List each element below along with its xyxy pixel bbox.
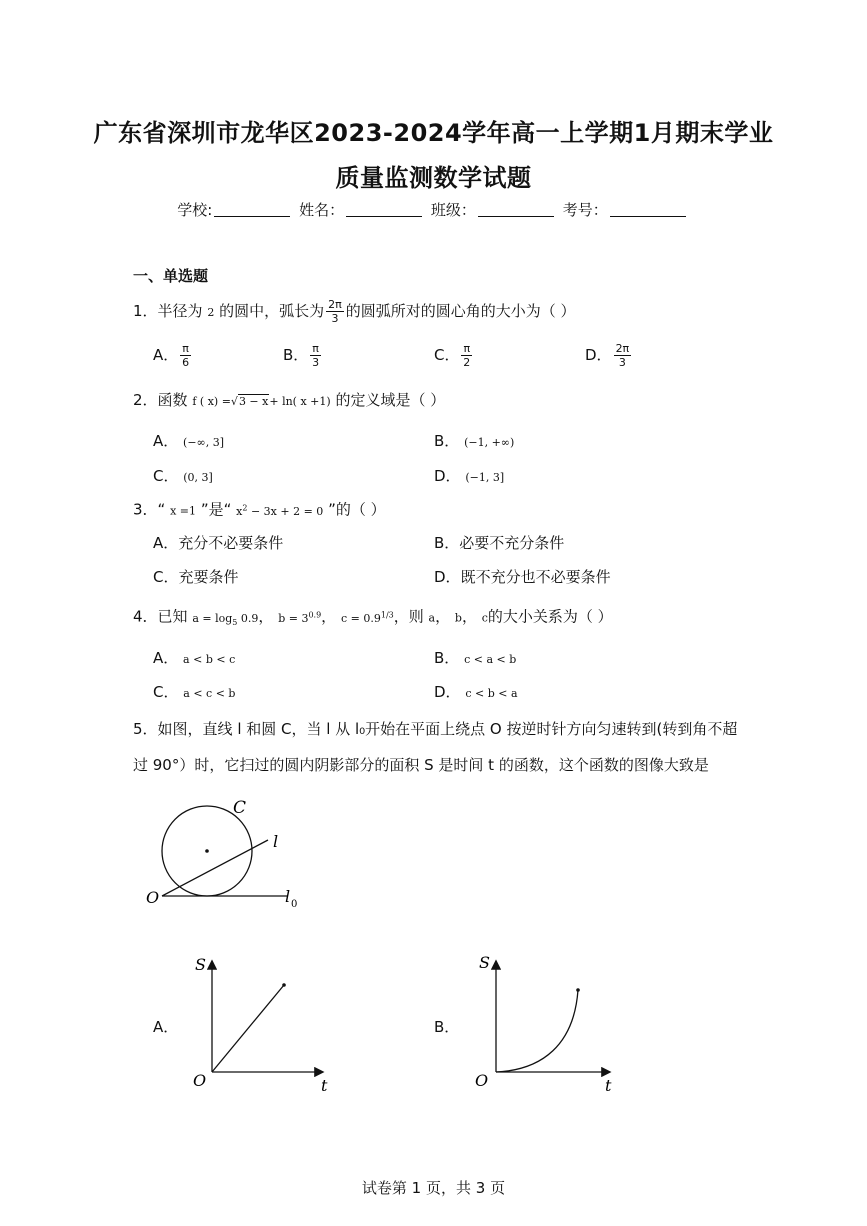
origin-label: O — [475, 1071, 489, 1090]
curve-endpoint — [576, 988, 580, 992]
a-definition: $a = \log_5 0.9$ — [192, 611, 259, 627]
question-4: 4．已知 $a = \log_5 0.9$， $b = 3^{0.9}$， $c = 0.9^{1/3}$，则 a， b， c的大小关系为（ ） — [133, 607, 613, 627]
q3-option-b[interactable]: B．必要不充分条件 — [434, 534, 565, 552]
option-b-graph[interactable] — [472, 950, 622, 1095]
circle-line-figure — [140, 790, 320, 915]
circle-center-dot — [205, 849, 209, 853]
sqrt-expression: 3 − x — [238, 395, 269, 408]
page-footer: 试卷第 1 页，共 3 页 — [361, 1179, 506, 1197]
condition-1: x =1 — [170, 504, 197, 518]
question-5 — [133, 711, 737, 783]
q3-option-a[interactable]: A．充分不必要条件 — [153, 534, 284, 552]
line-l — [162, 840, 268, 896]
q3-option-d[interactable]: D．既不充分也不必要条件 — [434, 568, 611, 586]
name-blank — [346, 201, 422, 217]
question-text: 已知 — [157, 607, 188, 626]
question-3: 3．“ x =1 ”是“ $x^2 - 3x + 2 = 0$ ”的（ ） — [133, 500, 386, 519]
curve-endpoint — [282, 983, 286, 987]
q1-option-a[interactable]: A． $\frac{\pi}{6}$ — [153, 342, 190, 369]
q4-option-c[interactable]: C． a < c < b — [153, 683, 236, 701]
q4-option-b[interactable]: B． c < a < b — [434, 649, 517, 667]
arc-length-fraction: $\frac{2\pi}{3}$ — [328, 298, 342, 325]
q1-option-c[interactable]: C． $\frac{\pi}{2}$ — [434, 342, 471, 369]
exam-title-line2: 质量监测数学试题 — [335, 164, 532, 192]
q4-option-a[interactable]: A． a < b < c — [153, 649, 236, 667]
origin-label: O — [193, 1071, 207, 1090]
ln-expression: + ln( x +1) — [269, 395, 331, 408]
exam-no-blank — [610, 201, 686, 217]
q5-option-a-label[interactable]: A． — [153, 1018, 179, 1036]
q2-option-c[interactable]: C． (0, 3] — [153, 467, 213, 485]
question-number: 3． — [133, 500, 158, 519]
question-number: 2． — [133, 391, 158, 409]
q2-option-a[interactable]: A． (−∞, 3] — [153, 432, 225, 450]
condition-2: $x^2 - 3x + 2 = 0$ — [236, 503, 324, 518]
b-definition: $b = 3^{0.9}$ — [278, 610, 322, 625]
question-2: 2．函数 f ( x) =√3 − x+ ln( x +1) 的定义域是（ ） — [133, 391, 446, 409]
class-blank — [478, 201, 554, 217]
label-o: O — [146, 888, 160, 907]
q4-option-d[interactable]: D． c < b < a — [434, 683, 518, 701]
q1-option-b[interactable]: B． $\frac{\pi}{3}$ — [283, 342, 320, 369]
q3-option-c[interactable]: C．充要条件 — [153, 568, 239, 586]
class-label: 班级： — [430, 201, 476, 219]
radius-value: 2 — [207, 306, 215, 319]
question-number: 1． — [133, 302, 158, 320]
name-label: 姓名： — [299, 201, 345, 219]
label-l0-subscript: 0 — [291, 899, 298, 910]
t-axis-label: t — [605, 1076, 612, 1095]
question-number: 4． — [133, 607, 158, 626]
question-5-line1: 5．如图，直线 l 和圆 C，当 l 从 l₀开始在平面上绕点 O 按逆时针方向匀速转到(转到角不超 — [133, 720, 738, 738]
exam-title-line1: 广东省深圳市龙华区2023-2024学年高一上学期1月期末学业 — [93, 119, 774, 147]
question-text: 函数 — [157, 391, 188, 409]
question-5-line2: 过 90°）时，它扫过的圆内阴影部分的面积 S 是时间 t 的函数，这个函数的图像大致是 — [133, 756, 709, 774]
s-axis-label: S — [479, 953, 490, 972]
option-a-graph[interactable] — [188, 950, 338, 1095]
question-text: 的定义域是（ ） — [335, 391, 446, 409]
question-text: 的圆中，弧长为 — [219, 302, 325, 320]
q5-option-b-label[interactable]: B． — [434, 1018, 460, 1036]
c-definition: $c = 0.9^{1/3}$ — [340, 610, 394, 625]
question-text: 半径为 — [157, 302, 203, 320]
section-title: 一、单选题 — [133, 267, 209, 285]
question-1 — [133, 298, 576, 325]
s-axis-label: S — [195, 955, 206, 974]
school-blank — [214, 201, 290, 217]
q2-option-b[interactable]: B． (−1, +∞) — [434, 432, 515, 450]
linear-curve — [212, 985, 284, 1072]
q2-option-d[interactable]: D． (−1, 3] — [434, 467, 505, 485]
exam-no-label: 考号： — [562, 201, 608, 219]
q1-option-d[interactable]: D． $\frac{2\pi}{3}$ — [585, 342, 630, 369]
school-label: 学校: — [177, 201, 213, 219]
label-l0: l — [285, 887, 291, 906]
t-axis-label: t — [321, 1076, 328, 1095]
label-c: C — [233, 798, 247, 818]
function-expression: f ( x) = — [192, 395, 231, 408]
student-info-line — [0, 199, 867, 220]
convex-curve — [496, 990, 578, 1072]
label-l: l — [273, 832, 279, 851]
question-text: 的圆弧所对的圆心角的大小为（ ） — [345, 302, 576, 320]
